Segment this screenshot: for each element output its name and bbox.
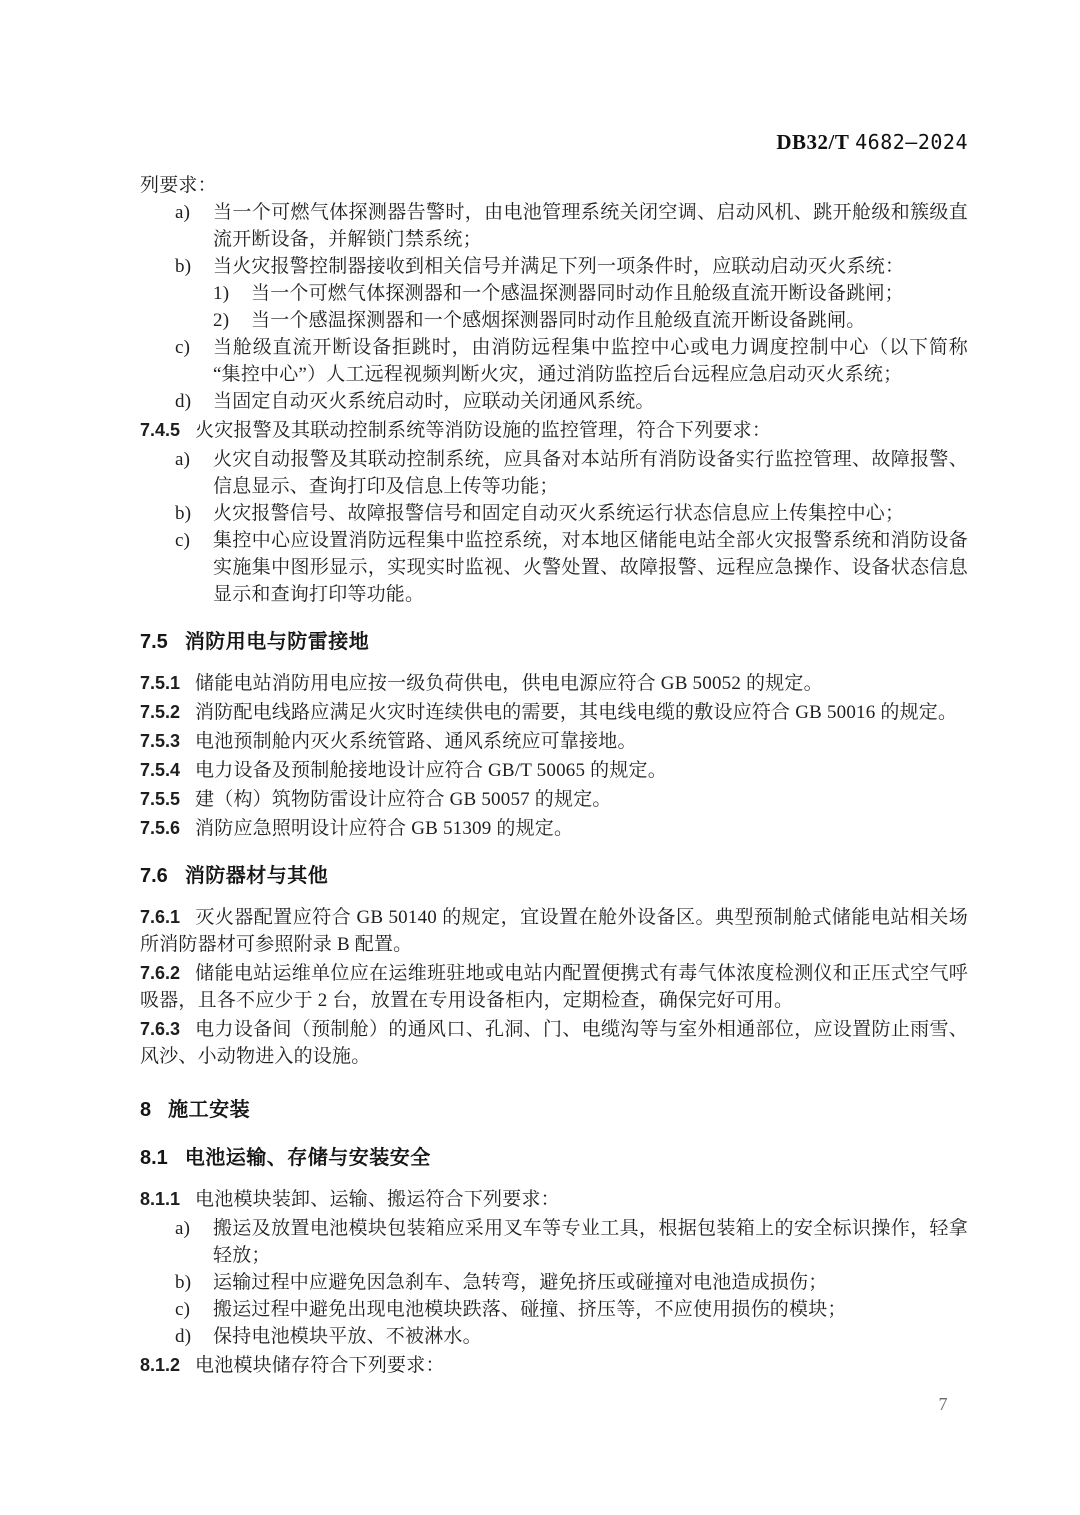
clause-number: 8.1.2 [140, 1355, 181, 1375]
list-item-text: 保持电池模块平放、不被淋水。 [213, 1326, 482, 1347]
clause-text: 储能电站消防用电应按一级负荷供电，供电电源应符合 GB 50052 的规定。 [195, 673, 823, 694]
list-item [140, 388, 968, 415]
clause [140, 786, 968, 813]
list-item-label: d) [175, 1326, 192, 1347]
clause-number: 7.5.6 [140, 818, 181, 838]
clause-text: 储能电站运维单位应在运维班驻地或电站内配置便携式有毒气体浓度检测仪和正压式空气呼吸器，且各不应少于 2 台，放置在专用设备柜内，定期检查，确保完好可用。 [140, 963, 968, 1011]
heading-number: 7.6 [140, 865, 168, 887]
list-item-label: a) [175, 202, 191, 223]
clause-text: 电池模块储存符合下列要求： [195, 1355, 445, 1376]
list-item-label: a) [175, 449, 191, 470]
clause-text: 火灾报警及其联动控制系统等消防设施的监控管理，符合下列要求： [195, 420, 772, 441]
heading-number: 7.5 [140, 631, 168, 653]
section-heading [140, 1145, 968, 1172]
list-item-label: b) [175, 503, 192, 524]
clause [140, 815, 968, 842]
clause-number: 7.6.3 [140, 1019, 181, 1039]
clause [140, 417, 968, 444]
list-item-text: 运输过程中应避免因急刹车、急转弯，避免挤压或碰撞对电池造成损伤； [213, 1272, 828, 1293]
list-item-label: d) [175, 391, 192, 412]
paragraph: 列要求： [140, 175, 217, 196]
list-item [140, 199, 968, 253]
clause [140, 1016, 968, 1070]
clause [140, 904, 968, 958]
clause-number: 7.4.5 [140, 420, 181, 440]
list-item-text: 当固定自动灭火系统启动时，应联动关闭通风系统。 [213, 391, 655, 412]
list-item-text: 火灾报警信号、故障报警信号和固定自动灭火系统运行状态信息应上传集控中心； [213, 503, 905, 524]
section-heading [140, 863, 968, 890]
list-item-text: 当一个可燃气体探测器和一个感温探测器同时动作且舱级直流开断设备跳闸； [251, 283, 904, 304]
list-item [140, 1296, 968, 1323]
list-item-label: 1) [213, 283, 230, 304]
clause [140, 699, 968, 726]
list-item-label: c) [175, 1299, 191, 1320]
heading-title: 电池运输、存储与安装安全 [184, 1147, 431, 1169]
list-item [140, 334, 968, 388]
clause [140, 960, 968, 1014]
list-item-label: b) [175, 256, 192, 277]
heading-number: 8.1 [140, 1147, 168, 1169]
list-item [140, 307, 968, 334]
list-item-text: 当舱级直流开断设备拒跳时，由消防远程集中监控中心或电力调度控制中心（以下简称“集控中心”）人工远程视频判断火灾，通过消防监控后台远程应急启动灭火系统； [213, 337, 968, 385]
clause [140, 757, 968, 784]
clause-number: 8.1.1 [140, 1189, 181, 1209]
list-item-text: 当一个感温探测器和一个感烟探测器同时动作且舱级直流开断设备跳闸。 [251, 310, 866, 331]
chapter-heading [140, 1097, 968, 1124]
clause [140, 728, 968, 755]
list-item [140, 1323, 968, 1350]
list-item-label: 2) [213, 310, 230, 331]
list-item-label: c) [175, 530, 191, 551]
standard-code-suffix: 4682—2024 [855, 130, 968, 154]
clause-number: 7.6.1 [140, 907, 181, 927]
list-item-text: 火灾自动报警及其联动控制系统，应具备对本站所有消防设备实行监控管理、故障报警、信息显示、查询打印及信息上传等功能； [213, 449, 968, 497]
clause-text: 灭火器配置应符合 GB 50140 的规定，宜设置在舱外设备区。典型预制舱式储能电站相关场所消防器材可参照附录 B 配置。 [140, 907, 968, 955]
document-body [140, 172, 968, 1381]
list-item [140, 1269, 968, 1296]
list-item-label: c) [175, 337, 191, 358]
section-heading [140, 629, 968, 656]
list-item-text: 搬运过程中避免出现电池模块跌落、碰撞、挤压等，不应使用损伤的模块； [213, 1299, 847, 1320]
list-item-label: b) [175, 1272, 192, 1293]
heading-number: 8 [140, 1099, 152, 1121]
clause-text: 建（构）筑物防雷设计应符合 GB 50057 的规定。 [195, 789, 612, 810]
clause [140, 1186, 968, 1213]
clause-number: 7.5.2 [140, 702, 181, 722]
clause-text: 电力设备及预制舱接地设计应符合 GB/T 50065 的规定。 [195, 760, 667, 781]
clause-text: 电力设备间（预制舱）的通风口、孔洞、门、电缆沟等与室外相通部位，应设置防止雨雪、风沙、小动物进入的设施。 [140, 1019, 968, 1067]
clause-text: 电池预制舱内灭火系统管路、通风系统应可靠接地。 [195, 731, 637, 752]
clause-number: 7.6.2 [140, 963, 181, 983]
running-header [776, 130, 968, 155]
clause [140, 1352, 968, 1379]
heading-title: 施工安装 [168, 1099, 251, 1121]
list-item-text: 当一个可燃气体探测器告警时，由电池管理系统关闭空调、启动风机、跳开舱级和簇级直流开断设备，并解锁门禁系统； [213, 202, 968, 250]
list-item [140, 500, 968, 527]
clause-text: 消防配电线路应满足火灾时连续供电的需要，其电线电缆的敷设应符合 GB 50016 的规定。 [195, 702, 958, 723]
clause-text: 消防应急照明设计应符合 GB 51309 的规定。 [195, 818, 574, 839]
clause-number: 7.5.4 [140, 760, 181, 780]
list-item-text: 当火灾报警控制器接收到相关信号并满足下列一项条件时，应联动启动灭火系统： [213, 256, 905, 277]
list-item-text: 集控中心应设置消防远程集中监控系统，对本地区储能电站全部火灾报警系统和消防设备实施集中图形显示，实现实时监视、火警处置、故障报警、远程应急操作、设备状态信息显示和查询打印等功能。 [213, 530, 968, 605]
clause-text: 电池模块装卸、运输、搬运符合下列要求： [195, 1189, 560, 1210]
heading-title: 消防器材与其他 [184, 865, 329, 887]
page-number: 7 [938, 1394, 948, 1414]
list-item [140, 253, 968, 280]
list-item-text: 搬运及放置电池模块包装箱应采用叉车等专业工具，根据包装箱上的安全标识操作，轻拿轻放； [213, 1218, 968, 1266]
standard-code-prefix: DB32/T [776, 130, 850, 154]
list-item [140, 527, 968, 608]
list-item [140, 280, 968, 307]
clause [140, 670, 968, 697]
clause-number: 7.5.3 [140, 731, 181, 751]
list-item-label: a) [175, 1218, 191, 1239]
clause-number: 7.5.1 [140, 673, 181, 693]
list-item [140, 1215, 968, 1269]
clause-number: 7.5.5 [140, 789, 181, 809]
heading-title: 消防用电与防雷接地 [184, 631, 370, 653]
list-item [140, 446, 968, 500]
